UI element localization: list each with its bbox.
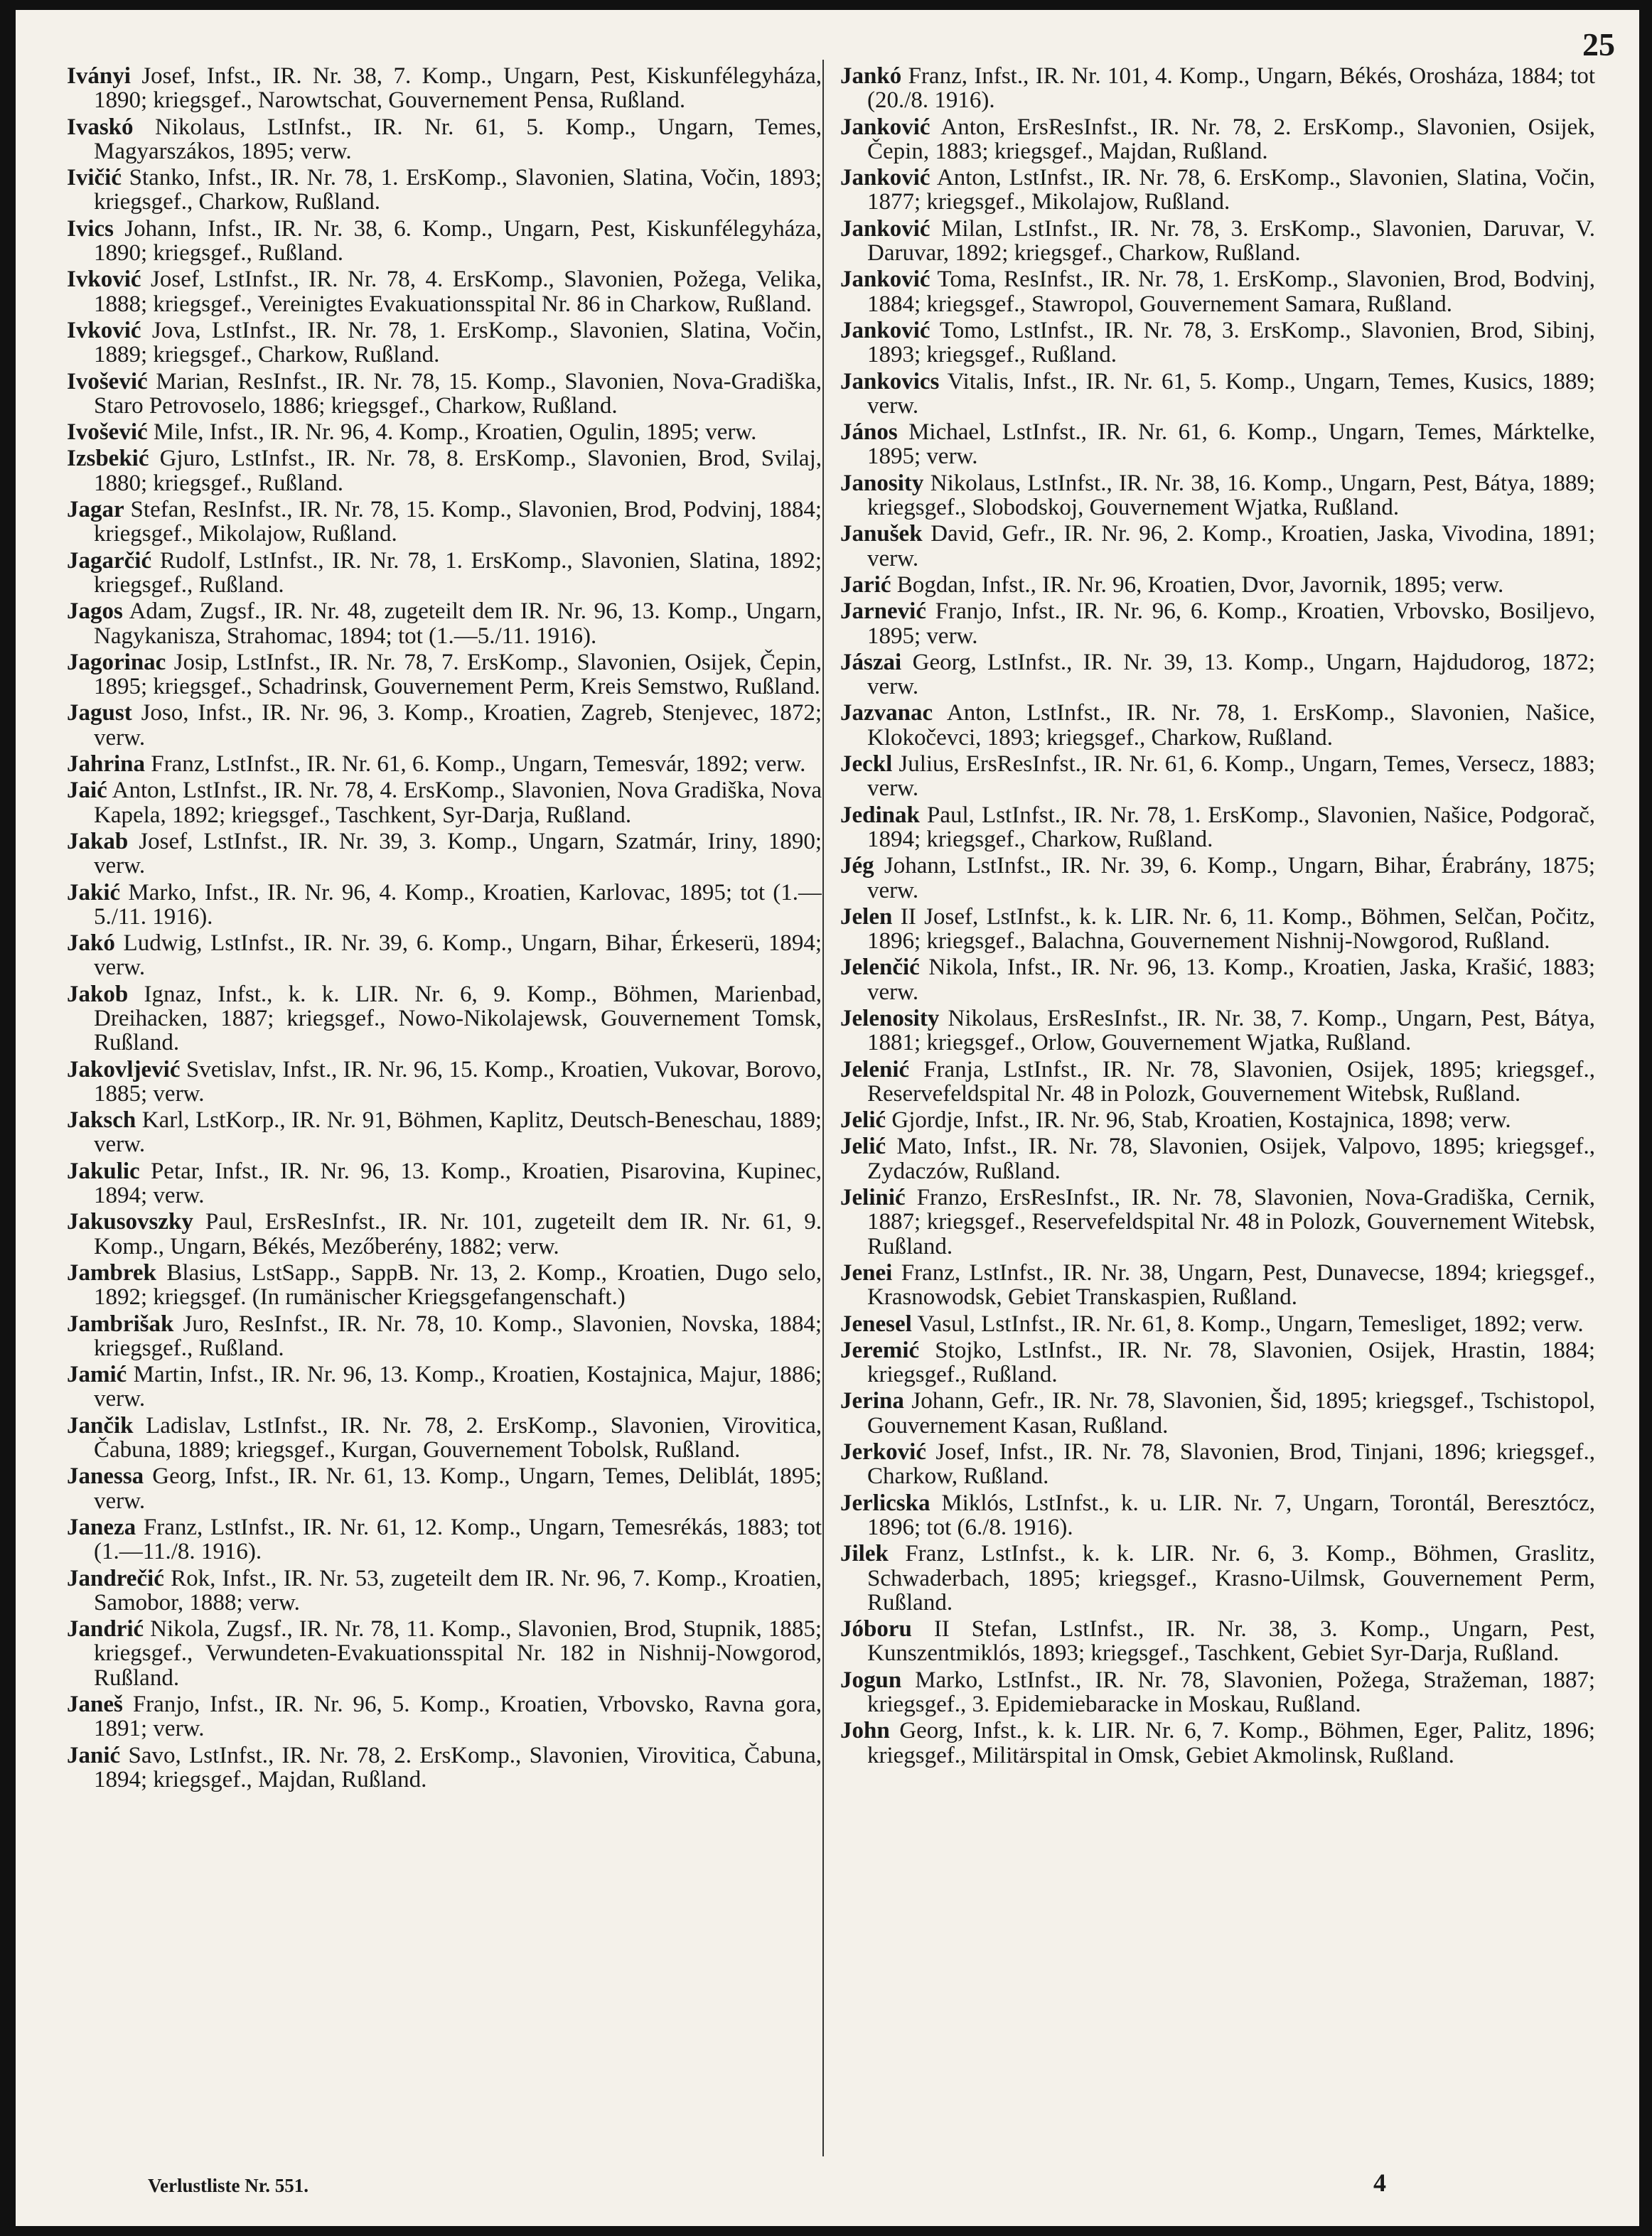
entry-details: Johann, Gefr., IR. Nr. 78, Slavonien, Šid, 1895; kriegsgef., Tschistopol, Gouvernement Kasan, Rußland. bbox=[867, 1388, 1595, 1439]
entry-details: Franjo, Infst., IR. Nr. 96, 6. Komp., Kroatien, Vrbovsko, Bosiljevo, 1895; verw. bbox=[867, 598, 1595, 649]
casualty-entry bbox=[67, 1261, 822, 1310]
casualty-entry bbox=[840, 1542, 1595, 1615]
entry-surname: Jakusovszky bbox=[67, 1209, 193, 1235]
entry-details: Vasul, LstInfst., IR. Nr. 61, 8. Komp., Ungarn, Temesliget, 1892; verw. bbox=[917, 1311, 1584, 1337]
entry-details: Franja, LstInfst., IR. Nr. 78, Slavonien, Osijek, 1895; kriegsgef., Reservefeldspital Nr. 48 in Polozk, Gouvernement Witebsk, Rußland. bbox=[867, 1056, 1595, 1107]
entry-surname: Jandrić bbox=[67, 1616, 144, 1643]
entry-surname: Janeza bbox=[67, 1514, 136, 1540]
entry-surname: Ivković bbox=[67, 267, 141, 293]
entry-surname: Jelenčić bbox=[840, 955, 920, 981]
entry-surname: Ivaskó bbox=[67, 114, 134, 140]
entry-details: Miklós, LstInfst., k. u. LIR. Nr. 7, Ungarn, Torontál, Beresztócz, 1896; tot (6./8. 1916). bbox=[867, 1490, 1595, 1540]
entry-details: Paul, ErsResInfst., IR. Nr. 101, zugeteilt dem IR. Nr. 61, 9. Komp., Ungarn, Békés, Mezőberény, 1882; verw. bbox=[94, 1209, 822, 1259]
casualty-entry bbox=[67, 549, 822, 598]
casualty-entry bbox=[67, 1362, 822, 1412]
entry-surname: Jančik bbox=[67, 1412, 134, 1439]
document-page bbox=[16, 10, 1639, 2226]
entry-details: Tomo, LstInfst., IR. Nr. 78, 3. ErsKomp., Slavonien, Brod, Sibinj, 1893; kriegsgef., Rußland. bbox=[867, 317, 1595, 368]
footer-signature: 4 bbox=[1373, 2168, 1386, 2197]
casualty-entry bbox=[840, 1338, 1595, 1387]
entry-details: Toma, ResInfst., IR. Nr. 78, 1. ErsKomp., Slavonien, Brod, Bodvinj, 1884; kriegsgef., Stawropol, Gouvernement Samara, Rußland. bbox=[867, 267, 1595, 317]
entry-surname: John bbox=[840, 1718, 890, 1744]
entry-surname: Jagorinac bbox=[67, 649, 166, 675]
casualty-entry bbox=[67, 881, 822, 930]
entry-details: Joso, Infst., IR. Nr. 96, 3. Komp., Kroatien, Zagreb, Stenjevec, 1872; verw. bbox=[94, 700, 822, 751]
casualty-entry bbox=[67, 318, 822, 367]
entry-surname: Izsbekić bbox=[67, 446, 149, 472]
entry-details: Nikolaus, LstInfst., IR. Nr. 61, 5. Komp., Ungarn, Temes, Magyarszákos, 1895; verw. bbox=[94, 114, 822, 164]
entry-details: Franz, LstInfst., IR. Nr. 38, Ungarn, Pest, Dunavecse, 1894; kriegsgef., Krasnowodsk, Gebiet Transkaspien, Rußland. bbox=[867, 1259, 1595, 1311]
entry-surname: Jaić bbox=[67, 778, 107, 804]
entry-details: II Josef, LstInfst., k. k. LIR. Nr. 6, 11. Komp., Böhmen, Selčan, Počitz, 1896; kriegsgef., Balachna, Gouvernement Nishnij-Nowgorod, Rußland. bbox=[867, 903, 1595, 955]
entry-surname: Janušek bbox=[840, 521, 923, 547]
entry-surname: Jandrečić bbox=[67, 1565, 164, 1591]
entry-surname: Janković bbox=[840, 317, 930, 343]
entry-surname: Jaksch bbox=[67, 1107, 136, 1134]
entry-details: Nikola, Infst., IR. Nr. 96, 13. Komp., Kroatien, Jaska, Krašić, 1883; verw. bbox=[867, 955, 1595, 1005]
casualty-entry bbox=[840, 64, 1595, 113]
entry-surname: Jagarčić bbox=[67, 547, 152, 574]
casualty-entry bbox=[840, 166, 1595, 215]
entry-surname: Janosity bbox=[840, 470, 924, 496]
casualty-entry bbox=[67, 931, 822, 980]
entry-details: Franjo, Infst., IR. Nr. 96, 5. Komp., Kroatien, Vrbovsko, Ravna gora, 1891; verw. bbox=[94, 1692, 822, 1742]
entry-surname: Janković bbox=[840, 215, 930, 242]
entry-details: Anton, LstInfst., IR. Nr. 78, 1. ErsKomp., Slavonien, Našice, Klokočevci, 1893; kriegsgef., Charkow, Rußland. bbox=[867, 700, 1595, 751]
casualty-entry bbox=[840, 1134, 1595, 1183]
entry-details: Marko, LstInfst., IR. Nr. 78, Slavonien, Požega, Stražeman, 1887; kriegsgef., 3. Epidemiebaracke in Moskau, Rußland. bbox=[867, 1667, 1595, 1717]
casualty-entry bbox=[840, 1440, 1595, 1489]
entry-surname: Jahrina bbox=[67, 751, 146, 778]
casualty-entry bbox=[840, 905, 1595, 954]
entry-details: Josef, LstInfst., IR. Nr. 78, 4. ErsKomp., Slavonien, Požega, Velika, 1888; kriegsgef., Vereinigtes Evakuationsspital Nr. 86 in Charkow, Rußland. bbox=[94, 267, 822, 317]
entry-surname: Jankovics bbox=[840, 368, 940, 394]
entry-details: Blasius, LstSapp., SappB. Nr. 13, 2. Komp., Kroatien, Dugo selo, 1892; kriegsgef. (In rumänischer Kriegsgefangenschaft.) bbox=[94, 1259, 822, 1311]
entry-surname: Jenei bbox=[840, 1259, 893, 1286]
entry-surname: Jerković bbox=[840, 1439, 926, 1466]
entry-details: Stojko, LstInfst., IR. Nr. 78, Slavonien, Osijek, Hrastin, 1884; kriegsgef., Rußland. bbox=[867, 1337, 1595, 1388]
entry-surname: Jelić bbox=[840, 1134, 886, 1160]
entry-details: Michael, LstInfst., IR. Nr. 61, 6. Komp., Ungarn, Temes, Márktelke, 1895; verw. bbox=[867, 419, 1595, 470]
entry-details: Nikola, Zugsf., IR. Nr. 78, 11. Komp., Slavonien, Brod, Stupnik, 1885; kriegsgef., Verwundeten-Evakuationsspital Nr. 182 in Nishnij-Nowgorod, Rußland. bbox=[94, 1616, 822, 1691]
column-divider bbox=[822, 60, 824, 2156]
casualty-entry bbox=[67, 1743, 822, 1792]
casualty-entry bbox=[67, 420, 822, 444]
entry-surname: Jóboru bbox=[840, 1616, 912, 1643]
entry-surname: Jenesel bbox=[840, 1311, 912, 1337]
casualty-entry bbox=[840, 650, 1595, 699]
entry-details: Georg, Infst., k. k. LIR. Nr. 6, 7. Komp., Böhmen, Eger, Palitz, 1896; kriegsgef., Militärspital in Omsk, Gebiet Akmolinsk, Rußland. bbox=[867, 1718, 1595, 1768]
entry-details: Martin, Infst., IR. Nr. 96, 13. Komp., Kroatien, Kostajnica, Majur, 1886; verw. bbox=[94, 1362, 822, 1412]
entry-surname: Jazvanac bbox=[840, 700, 933, 726]
casualty-entry bbox=[840, 1389, 1595, 1438]
entry-details: Johann, LstInfst., IR. Nr. 39, 6. Komp., Ungarn, Bihar, Érabrány, 1875; verw. bbox=[867, 853, 1595, 903]
casualty-entry bbox=[67, 1515, 822, 1564]
entry-details: Georg, Infst., IR. Nr. 61, 13. Komp., Ungarn, Temes, Deliblát, 1895; verw. bbox=[94, 1463, 822, 1514]
casualty-entry bbox=[840, 115, 1595, 164]
casualty-entry bbox=[840, 701, 1595, 750]
entry-details: Josef, Infst., IR. Nr. 78, Slavonien, Brod, Tinjani, 1896; kriegsgef., Charkow, Rußland. bbox=[867, 1439, 1595, 1490]
entry-details: Adam, Zugsf., IR. Nr. 48, zugeteilt dem IR. Nr. 96, 13. Komp., Ungarn, Nagykanisza, Strahomac, 1894; tot (1.—5./11. 1916). bbox=[94, 598, 822, 649]
casualty-entry bbox=[840, 1108, 1595, 1132]
entry-details: Stanko, Infst., IR. Nr. 78, 1. ErsKomp., Slavonien, Slatina, Vočin, 1893; kriegsgef., Charkow, Rußland. bbox=[94, 165, 822, 215]
casualty-entry bbox=[840, 803, 1595, 852]
entry-details: Anton, LstInfst., IR. Nr. 78, 6. ErsKomp., Slavonien, Slatina, Vočin, 1877; kriegsgef., Mikolajow, Rußland. bbox=[867, 165, 1595, 215]
entry-surname: Janković bbox=[840, 267, 930, 293]
entry-surname: Ivošević bbox=[67, 419, 148, 446]
entry-details: Paul, LstInfst., IR. Nr. 78, 1. ErsKomp., Slavonien, Našice, Podgorač, 1894; kriegsgef., Charkow, Rußland. bbox=[867, 802, 1595, 852]
casualty-entry bbox=[840, 854, 1595, 903]
casualty-entry bbox=[840, 420, 1595, 469]
entry-details: Franz, Infst., IR. Nr. 101, 4. Komp., Ungarn, Békés, Orosháza, 1884; tot (20./8. 1916). bbox=[867, 64, 1595, 114]
casualty-entry bbox=[67, 1566, 822, 1616]
casualty-entry bbox=[840, 599, 1595, 648]
entry-surname: Jelenosity bbox=[840, 1005, 940, 1031]
entry-details: Josip, LstInfst., IR. Nr. 78, 7. ErsKomp., Slavonien, Osijek, Čepin, 1895; kriegsgef., Schadrinsk, Gouvernement Perm, Kreis Semstwo, Rußland. bbox=[94, 649, 822, 700]
entry-surname: Jelinić bbox=[840, 1185, 906, 1211]
casualty-entry bbox=[67, 701, 822, 750]
entry-surname: Jakó bbox=[67, 930, 115, 957]
casualty-entry bbox=[840, 1491, 1595, 1540]
right-column bbox=[840, 64, 1595, 2146]
casualty-entry bbox=[840, 1261, 1595, 1310]
entry-surname: Jankó bbox=[840, 64, 902, 89]
entry-surname: Janković bbox=[840, 114, 930, 140]
casualty-entry bbox=[67, 446, 822, 495]
entry-surname: Jagos bbox=[67, 598, 123, 625]
entry-details: Franz, LstInfst., k. k. LIR. Nr. 6, 3. Komp., Böhmen, Graslitz, Schwaderbach, 1895; kriegsgef., Krasno-Uilmsk, Gouvernement Perm, Rußland. bbox=[867, 1541, 1595, 1616]
entry-details: Savo, LstInfst., IR. Nr. 78, 2. ErsKomp., Slavonien, Virovitica, Čabuna, 1894; kriegsgef., Majdan, Rußland. bbox=[94, 1742, 822, 1792]
entry-surname: Jedinak bbox=[840, 802, 920, 828]
casualty-entry bbox=[67, 599, 822, 648]
entry-surname: Jarić bbox=[840, 571, 891, 598]
casualty-entry bbox=[67, 1692, 822, 1741]
footer-list-number: Verlustliste Nr. 551. bbox=[148, 2175, 309, 2196]
casualty-entry bbox=[67, 498, 822, 547]
entry-surname: Janessa bbox=[67, 1463, 144, 1490]
entry-surname: Jambrek bbox=[67, 1259, 156, 1286]
entry-details: Juro, ResInfst., IR. Nr. 78, 10. Komp., Slavonien, Novska, 1884; kriegsgef., Rußland. bbox=[94, 1311, 822, 1361]
entry-details: II Stefan, LstInfst., IR. Nr. 38, 3. Komp., Ungarn, Pest, Kunszentmiklós, 1893; kriegsgef., Taschkent, Gebiet Syr-Darja, Rußland. bbox=[867, 1616, 1595, 1667]
casualty-entry bbox=[67, 1414, 822, 1463]
entry-details: Karl, LstKorp., IR. Nr. 91, Böhmen, Kaplitz, Deutsch-Beneschau, 1889; verw. bbox=[94, 1107, 822, 1158]
entry-details: Johann, Infst., IR. Nr. 38, 6. Komp., Ungarn, Pest, Kiskunfélegyháza, 1890; kriegsgef., Rußland. bbox=[94, 215, 822, 267]
entry-details: Petar, Infst., IR. Nr. 96, 13. Komp., Kroatien, Pisarovina, Kupinec, 1894; verw. bbox=[94, 1158, 822, 1209]
entry-surname: Janković bbox=[840, 165, 930, 191]
entry-surname: Jakovljević bbox=[67, 1056, 181, 1082]
casualty-entry bbox=[840, 1719, 1595, 1768]
entry-surname: Ivošević bbox=[67, 368, 148, 394]
page-number: 25 bbox=[1582, 26, 1615, 63]
entry-surname: Jilek bbox=[840, 1541, 889, 1567]
entry-details: Mato, Infst., IR. Nr. 78, Slavonien, Osijek, Valpovo, 1895; kriegsgef., Zydaczów, Rußland. bbox=[867, 1134, 1595, 1184]
casualty-entry bbox=[840, 573, 1595, 597]
entry-surname: Jelen bbox=[840, 903, 893, 930]
casualty-entry bbox=[67, 1312, 822, 1361]
entry-surname: Jerina bbox=[840, 1388, 904, 1414]
entry-surname: Janić bbox=[67, 1742, 121, 1768]
entry-surname: Ivičić bbox=[67, 165, 122, 191]
entry-surname: Jég bbox=[840, 853, 874, 879]
entry-details: Jova, LstInfst., IR. Nr. 78, 1. ErsKomp., Slavonien, Slatina, Vočin, 1889; kriegsgef., Charkow, Rußland. bbox=[94, 317, 822, 368]
entry-details: Mile, Infst., IR. Nr. 96, 4. Komp., Kroatien, Ogulin, 1895; verw. bbox=[153, 419, 757, 446]
casualty-entry bbox=[840, 1617, 1595, 1666]
casualty-entry bbox=[67, 217, 822, 266]
entry-details: Anton, ErsResInfst., IR. Nr. 78, 2. ErsKomp., Slavonien, Osijek, Čepin, 1883; kriegsgef., Majdan, Rußland. bbox=[867, 114, 1595, 164]
entry-surname: Jakulic bbox=[67, 1158, 140, 1184]
casualty-entry bbox=[840, 1006, 1595, 1055]
entry-details: David, Gefr., IR. Nr. 96, 2. Komp., Kroatien, Jaska, Vivodina, 1891; verw. bbox=[867, 521, 1595, 571]
entry-details: Gjuro, LstInfst., IR. Nr. 78, 8. ErsKomp., Slavonien, Brod, Svilaj, 1880; kriegsgef., Rußland. bbox=[94, 446, 822, 496]
entry-details: Julius, ErsResInfst., IR. Nr. 61, 6. Komp., Ungarn, Temes, Versecz, 1883; verw. bbox=[867, 751, 1595, 802]
casualty-entry bbox=[840, 1186, 1595, 1259]
entry-details: Franz, LstInfst., IR. Nr. 61, 12. Komp., Ungarn, Temesrékás, 1883; tot (1.—11./8. 1916). bbox=[94, 1514, 822, 1565]
entry-surname: Jászai bbox=[840, 649, 902, 675]
entry-details: Josef, Infst., IR. Nr. 38, 7. Komp., Ungarn, Pest, Kiskunfélegyháza, 1890; kriegsgef., Narowtschat, Gouvernement Pensa, Rußland. bbox=[94, 64, 822, 114]
entry-surname: Jelenić bbox=[840, 1056, 910, 1082]
casualty-entry bbox=[67, 1108, 822, 1157]
casualty-entry bbox=[67, 1464, 822, 1513]
casualty-entry bbox=[67, 982, 822, 1055]
casualty-entry bbox=[67, 166, 822, 215]
casualty-entry bbox=[840, 267, 1595, 316]
entry-details: Svetislav, Infst., IR. Nr. 96, 15. Komp., Kroatien, Vukovar, Borovo, 1885; verw. bbox=[94, 1056, 822, 1107]
entry-details: Rudolf, LstInfst., IR. Nr. 78, 1. ErsKomp., Slavonien, Slatina, 1892; kriegsgef., Rußland. bbox=[94, 547, 822, 598]
entry-surname: Jelić bbox=[840, 1107, 886, 1134]
casualty-entry bbox=[67, 1159, 822, 1208]
casualty-entry bbox=[840, 318, 1595, 367]
casualty-entry bbox=[840, 1058, 1595, 1107]
entry-details: Josef, LstInfst., IR. Nr. 39, 3. Komp., Ungarn, Szatmár, Iriny, 1890; verw. bbox=[94, 828, 822, 879]
entry-details: Ludwig, LstInfst., IR. Nr. 39, 6. Komp., Ungarn, Bihar, Érkeserü, 1894; verw. bbox=[94, 930, 822, 981]
entry-surname: Janeš bbox=[67, 1692, 123, 1717]
casualty-entry bbox=[840, 217, 1595, 266]
entry-details: Nikolaus, LstInfst., IR. Nr. 38, 16. Komp., Ungarn, Pest, Bátya, 1889; kriegsgef., Slobodskoj, Gouvernement Wjatka, Rußland. bbox=[867, 470, 1595, 521]
casualty-entry bbox=[67, 1210, 822, 1259]
entry-surname: Jakić bbox=[67, 879, 121, 905]
entry-surname: Jeremić bbox=[840, 1337, 920, 1363]
entry-details: Bogdan, Infst., IR. Nr. 96, Kroatien, Dvor, Javornik, 1895; verw. bbox=[896, 571, 1504, 598]
entry-details: Gjordje, Infst., IR. Nr. 96, Stab, Kroatien, Kostajnica, 1898; verw. bbox=[891, 1107, 1511, 1134]
casualty-entry bbox=[840, 1668, 1595, 1717]
entry-surname: Jogun bbox=[840, 1667, 902, 1693]
entry-surname: Jagust bbox=[67, 700, 132, 726]
casualty-entry bbox=[67, 1617, 822, 1690]
entry-surname: Ivics bbox=[67, 215, 114, 242]
casualty-entry bbox=[67, 64, 822, 113]
casualty-entry bbox=[67, 267, 822, 316]
casualty-entry bbox=[840, 752, 1595, 801]
casualty-entry bbox=[67, 115, 822, 164]
entry-details: Marko, Infst., IR. Nr. 96, 4. Komp., Kroatien, Karlovac, 1895; tot (1.—5./11. 1916). bbox=[94, 879, 822, 930]
casualty-entry bbox=[840, 955, 1595, 1004]
casualty-entry bbox=[67, 650, 822, 699]
entry-surname: Jambrišak bbox=[67, 1311, 174, 1337]
entry-details: Ignaz, Infst., k. k. LIR. Nr. 6, 9. Komp., Böhmen, Marienbad, Dreihacken, 1887; kriegsgef., Nowo-Nikolajewsk, Gouvernement Tomsk, Rußland. bbox=[94, 981, 822, 1056]
entry-details: Ladislav, LstInfst., IR. Nr. 78, 2. ErsKomp., Slavonien, Virovitica, Čabuna, 1889; kriegsgef., Kurgan, Gouvernement Tobolsk, Rußland. bbox=[94, 1412, 822, 1463]
entry-surname: Jamić bbox=[67, 1362, 127, 1388]
casualty-entry bbox=[840, 471, 1595, 520]
casualty-entry bbox=[840, 1312, 1595, 1336]
entry-details: Georg, LstInfst., IR. Nr. 39, 13. Komp., Ungarn, Hajdudorog, 1872; verw. bbox=[867, 649, 1595, 700]
casualty-entry bbox=[67, 370, 822, 419]
casualty-entry bbox=[67, 829, 822, 878]
entry-details: Anton, LstInfst., IR. Nr. 78, 4. ErsKomp., Slavonien, Nova Gradiška, Nova Kapela, 1892; kriegsgef., Taschkent, Syr-Darja, Rußland. bbox=[94, 778, 822, 828]
entry-details: Nikolaus, ErsResInfst., IR. Nr. 38, 7. Komp., Ungarn, Pest, Bátya, 1881; kriegsgef., Orlow, Gouvernement Wjatka, Rußland. bbox=[867, 1005, 1595, 1056]
entry-surname: Jeckl bbox=[840, 751, 893, 778]
entry-surname: Jagar bbox=[67, 497, 124, 523]
entry-surname: János bbox=[840, 419, 898, 446]
entry-details: Franzo, ErsResInfst., IR. Nr. 78, Slavonien, Nova-Gradiška, Cernik, 1887; kriegsgef., Reservefeldspital Nr. 48 in Polozk, Gouvernement Witebsk, Rußland. bbox=[867, 1185, 1595, 1259]
entry-details: Rok, Infst., IR. Nr. 53, zugeteilt dem IR. Nr. 96, 7. Komp., Kroatien, Samobor, 1888; verw. bbox=[94, 1565, 822, 1616]
entry-surname: Jarnević bbox=[840, 598, 926, 625]
casualty-entry bbox=[840, 522, 1595, 571]
entry-surname: Ivković bbox=[67, 317, 141, 343]
casualty-entry bbox=[67, 778, 822, 827]
entry-details: Stefan, ResInfst., IR. Nr. 78, 15. Komp., Slavonien, Brod, Podvinj, 1884; kriegsgef., Mikolajow, Rußland. bbox=[94, 497, 822, 547]
entry-surname: Iványi bbox=[67, 64, 131, 89]
entry-details: Vitalis, Infst., IR. Nr. 61, 5. Komp., Ungarn, Temes, Kusics, 1889; verw. bbox=[867, 368, 1595, 419]
casualty-entry bbox=[67, 1058, 822, 1107]
left-column bbox=[67, 64, 822, 2146]
entry-surname: Jakob bbox=[67, 981, 129, 1007]
entry-surname: Jerlicska bbox=[840, 1490, 930, 1516]
entry-details: Milan, LstInfst., IR. Nr. 78, 3. ErsKomp., Slavonien, Daruvar, V. Daruvar, 1892; kriegsgef., Charkow, Rußland. bbox=[867, 215, 1595, 267]
entry-surname: Jakab bbox=[67, 828, 129, 854]
casualty-entry bbox=[67, 752, 822, 776]
casualty-entry bbox=[840, 370, 1595, 419]
entry-details: Franz, LstInfst., IR. Nr. 61, 6. Komp., Ungarn, Temesvár, 1892; verw. bbox=[151, 751, 806, 778]
entry-details: Marian, ResInfst., IR. Nr. 78, 15. Komp., Slavonien, Nova-Gradiška, Staro Petrovoselo, 1886; kriegsgef., Charkow, Rußland. bbox=[94, 368, 822, 419]
